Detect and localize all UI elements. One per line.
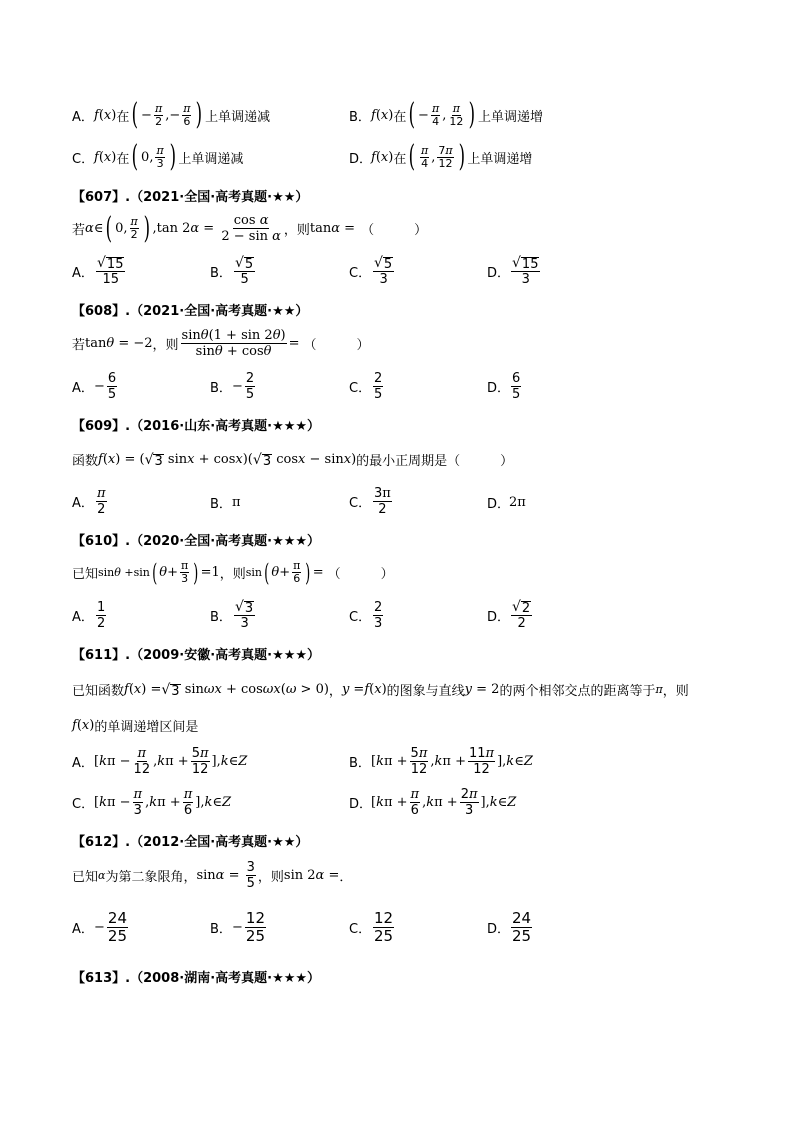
problem-stem: 函数 f ( x ) = ( √ 3 sin x + cos x )( √ 3 cos x − sin x ) 的最小正周期是（ ） <box>72 451 514 469</box>
option-label-d: D． <box>349 151 373 167</box>
option-row: B． π <box>210 495 241 512</box>
option-row: C． [ k π − $\frac{\pi}{3}$ , k π + $\frac{\pi}{6}$ ], k ∈ Z <box>72 787 232 818</box>
problem-header: 【609】.（2016·山东·高考真题·★★★） <box>72 419 321 434</box>
option-row: C． √ 5 3 <box>349 255 393 287</box>
option-row: A． f ( x ) 在 ( − $\frac{\pi}{2}$ ,− $\frac{\pi}{6}$ ) 上单调递减 <box>72 97 271 132</box>
option-row: C． $\frac{3\pi}{2}$ <box>349 486 391 517</box>
option-row: B． √ 5 5 <box>210 255 254 287</box>
problem-header: 【611】.（2009·安徽·高考真题·★★★） <box>72 648 321 663</box>
option-row: D． f ( x ) 在 ( $\frac{\pi}{4}$ , $\frac{7\pi}{12}$ ) 上单调递增 <box>349 139 533 174</box>
problem-stem: 已知 函数 f ( x ) = √ 3 sin ωx + cos ωx ( ω > 0) ， y = f ( x ) 的图象与直线 y = 2 的两个相邻交点的距离等于 π ，则 <box>72 681 689 699</box>
option-row: D． √ 15 3 <box>487 255 539 287</box>
option-row: B． √ 3 3 <box>210 599 254 631</box>
option-label-a: A． <box>72 109 94 125</box>
option-row: B． − $\frac{12}{25}$ <box>210 909 265 945</box>
problem-stem: 若 tan θ = −2 ，则 $\frac{\sin\theta(1 + \sin 2\theta)}{\sin\theta + \cos\theta}$ = （ ） <box>72 328 370 359</box>
option-row: C． $\frac{2}{3}$ <box>349 600 383 631</box>
option-row: A． $\frac{1}{2}$ <box>72 600 106 631</box>
problem-stem: 若 α ∈ ( 0, $\frac{\pi}{2}$ ) ,tan 2 α = $\frac{\text{cos α}}{\text{2 − sin α}}$ ，则 tan α = （ ） <box>72 210 428 246</box>
option-label-c: C． <box>72 151 95 167</box>
option-row: B． [ k π + $\frac{5\pi}{12}$ , k π + $\frac{11\pi}{12}$ ], k ∈ Z <box>349 746 533 777</box>
option-row: A． √ 15 15 <box>72 255 124 287</box>
problem-header: 【612】.（2012·全国·高考真题·★★） <box>72 835 309 850</box>
option-label-b: B． <box>349 109 371 125</box>
problem-stem: 已知 α 为第二象限角， sin α = $\frac{3}{5}$ ，则 sin 2 α = ． <box>72 860 353 891</box>
option-row: D． √ 2 2 <box>487 599 531 631</box>
option-row: A． − $\frac{6}{5}$ <box>72 371 117 402</box>
option-row: D． $\frac{24}{25}$ <box>487 909 532 945</box>
problem-stem: 已知 sin θ +sin ( θ + $\frac{\pi}{3}$ ) =1 ，则 sin ( θ + $\frac{\pi}{6}$ ) = （ ） <box>72 558 394 587</box>
problem-header: 【610】.（2020·全国·高考真题·★★★） <box>72 534 321 549</box>
option-row: C． f ( x ) 在 ( 0, $\frac{\pi}{3}$ ) 上单调递减 <box>72 139 244 174</box>
option-row: D． [ k π + $\frac{\pi}{6}$ , k π + $\frac{2\pi}{3}$ ], k ∈ Z <box>349 787 517 818</box>
option-row: A． $\frac{\pi}{2}$ <box>72 486 106 517</box>
problem-header: 【607】.（2021·全国·高考真题·★★） <box>72 190 309 205</box>
option-row: B． f ( x ) 在 ( − $\frac{\pi}{4}$ , $\frac{\pi}{12}$ ) 上单调递增 <box>349 97 544 132</box>
problem-stem-line2: f ( x ) 的单调递增区间是 <box>72 718 199 735</box>
option-row: C． $\frac{2}{5}$ <box>349 371 383 402</box>
problem-header: 【608】.（2021·全国·高考真题·★★） <box>72 304 309 319</box>
option-row: B． − $\frac{2}{5}$ <box>210 371 255 402</box>
problem-header: 【613】.（2008·湖南·高考真题·★★★） <box>72 971 321 986</box>
option-row: A． [ k π − $\frac{\pi}{12}$ , k π + $\frac{5\pi}{12}$ ], k ∈ Z <box>72 746 248 777</box>
option-row: D． 2π <box>487 495 526 512</box>
option-row: D． $\frac{6}{5}$ <box>487 371 521 402</box>
option-row: C． $\frac{12}{25}$ <box>349 909 394 945</box>
option-row: A． − $\frac{24}{25}$ <box>72 909 127 945</box>
